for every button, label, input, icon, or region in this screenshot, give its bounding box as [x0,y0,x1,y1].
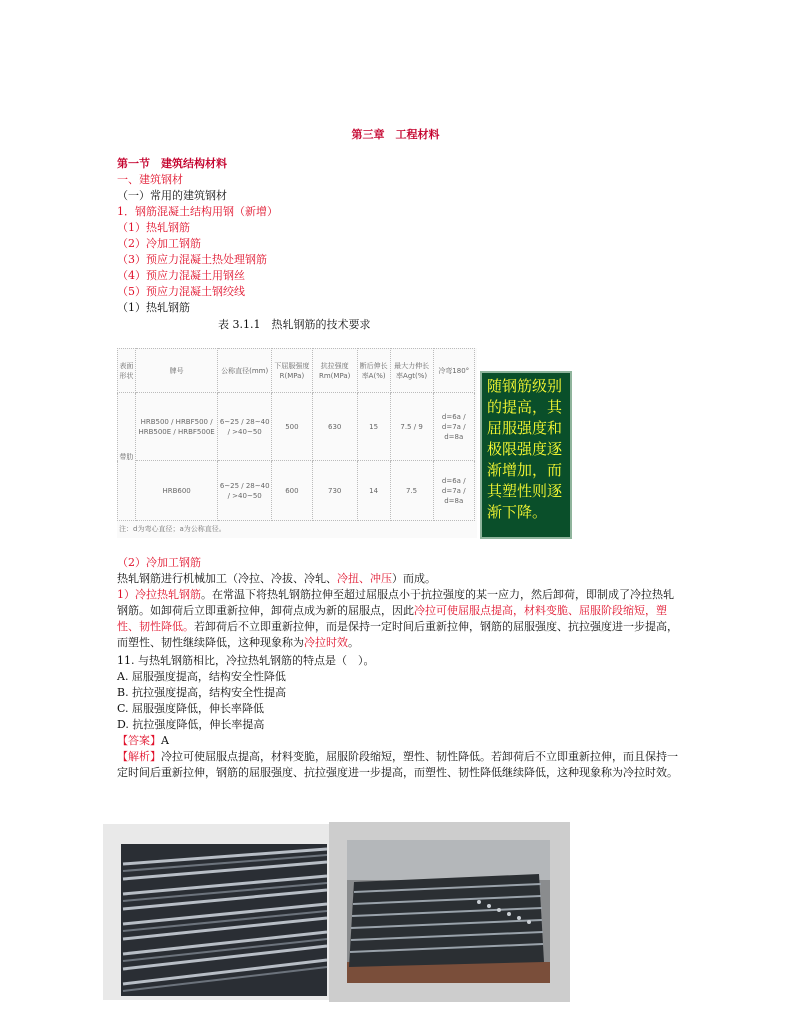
table-header: 断后伸长率A(%) [357,349,390,393]
rebar-photo-left [103,824,329,1000]
chapter-title: 第三章 工程材料 [351,128,440,141]
text-span: 。在常温下将热轧钢筋拉伸至超过屈服点小于抗拉强度的某一应力，然后卸荷，即制成了冷拉热轧钢筋。如卸荷后立即重新拉伸，卸荷点成为新的屈服点，因此 [117,588,674,617]
answer-value: A [161,734,169,747]
list-item: （1）热轧钢筋 [117,221,190,234]
option-a: A. 屈服强度提高，结构安全性降低 [117,670,286,683]
table-cell-value: 7.5 [400,422,412,431]
answer [117,733,169,748]
note-box [480,371,572,539]
cold-paragraph [117,587,682,651]
list-item: （4）预应力混凝土用钢丝 [117,269,245,282]
text-span: 若卸荷后不立即重新拉伸，而是保持一定时间后重新拉伸，钢筋的屈服强度、抗拉强度进一步提高，而塑性、韧性继续降低，这种现象称为 [117,620,678,649]
text-span: 热轧钢筋进行机械加工（冷拉、冷拔、冷轧、 [117,572,337,585]
table-cell: 630 [312,393,357,461]
section-title: 第一节 建筑结构材料 [117,157,227,170]
text-span: 。 [348,636,359,649]
text-span-red: 冷扭、冲压 [337,572,392,585]
table-cell: 7.5 / 9 [390,393,433,461]
table-header: 冷弯180° [433,349,475,393]
cold-title: （2）冷加工钢筋 [117,556,201,569]
rebar-illustration [103,824,329,1000]
rebar-photo-right [329,822,570,1002]
heading-steel: 一、建筑钢材 [117,173,183,186]
answer-label: 【答案】 [117,734,161,747]
table-cell: 6~25 / 28~40 / >40~50 [218,393,272,461]
option-c: C. 屈服强度降低，伸长率降低 [117,702,265,715]
text-span-red: 冷拉可使屈服点提高，材料变脆、屈服阶段缩短，塑性、韧性降低。 [117,604,667,633]
table-cell: 7.5 [390,461,433,521]
table-header: 抗拉强度Rm(MPa) [312,349,357,393]
table-cell: 14 [357,461,390,521]
table-cell: 600 [272,461,313,521]
table-footnote: 注：d为弯心直径；a为公称直径。 [119,525,226,533]
option-d: D. 抗拉强度降低，伸长率提高 [117,718,265,731]
spec-table-image [117,348,477,538]
cold-intro [117,571,436,586]
table-header: 最大力伸长率Agt(%) [390,349,433,393]
table-cell-value: 9 [418,422,423,431]
table-cell: 6~25 / 28~40 / >40~50 [218,461,272,521]
table-cell: d=6a / d=7a / d=8a [433,393,475,461]
rebar-warehouse-illustration [329,822,570,1002]
analysis-text: 冷拉可使屈服点提高，材料变脆，屈服阶段缩短，塑性、韧性降低。若卸荷后不立即重新拉伸，而且保持一定时间后重新拉伸，钢筋的屈服强度、抗拉强度进一步提高，而塑性、韧性降低继续降低，这种现象称为冷拉时效。 [117,750,678,779]
table-cell: 带肋 [118,393,136,521]
table-header: 公称直径(mm) [218,349,272,393]
table-cell: d=6a / d=7a / d=8a [433,461,475,521]
analysis [117,749,682,781]
table-caption: 表 3.1.1 热轧钢筋的技术要求 [218,318,371,331]
spec-table [117,348,475,521]
question-stem: 11. 与热轧钢筋相比，冷拉热轧钢筋的特点是（ ）。 [117,654,375,667]
note-text: 随钢筋级别的提高，其屈服强度和极限强度逐渐增加，而其塑性则逐渐下降。 [487,377,563,521]
heading-common-steel: （一）常用的建筑钢材 [117,189,227,202]
text-span: ）而成。 [392,572,436,585]
text-span-red: 1）冷拉热轧钢筋 [117,588,201,601]
list-item: （5）预应力混凝土钢绞线 [117,285,245,298]
list-item: （2）冷加工钢筋 [117,237,201,250]
table-header: 表面形状 [118,349,136,393]
option-b: B. 抗拉强度提高，结构安全性提高 [117,686,287,699]
table-cell: HRB600 [135,461,217,521]
table-header: 下屈服强度R(MPa) [272,349,313,393]
table-header: 牌号 [135,349,217,393]
table-cell: 500 [272,393,313,461]
list-item: （3）预应力混凝土热处理钢筋 [117,253,267,266]
table-cell: HRB500 / HRBF500 / HRB500E / HRBF500E [135,393,217,461]
table-cell: 730 [312,461,357,521]
analysis-label: 【解析】 [117,750,161,763]
table-cell: 15 [357,393,390,461]
subheading-hot-rolled: （1）热轧钢筋 [117,301,190,314]
text-span-red: 冷拉时效 [304,636,348,649]
heading-rc-steel: 1．钢筋混凝土结构用钢（新增） [117,205,278,218]
